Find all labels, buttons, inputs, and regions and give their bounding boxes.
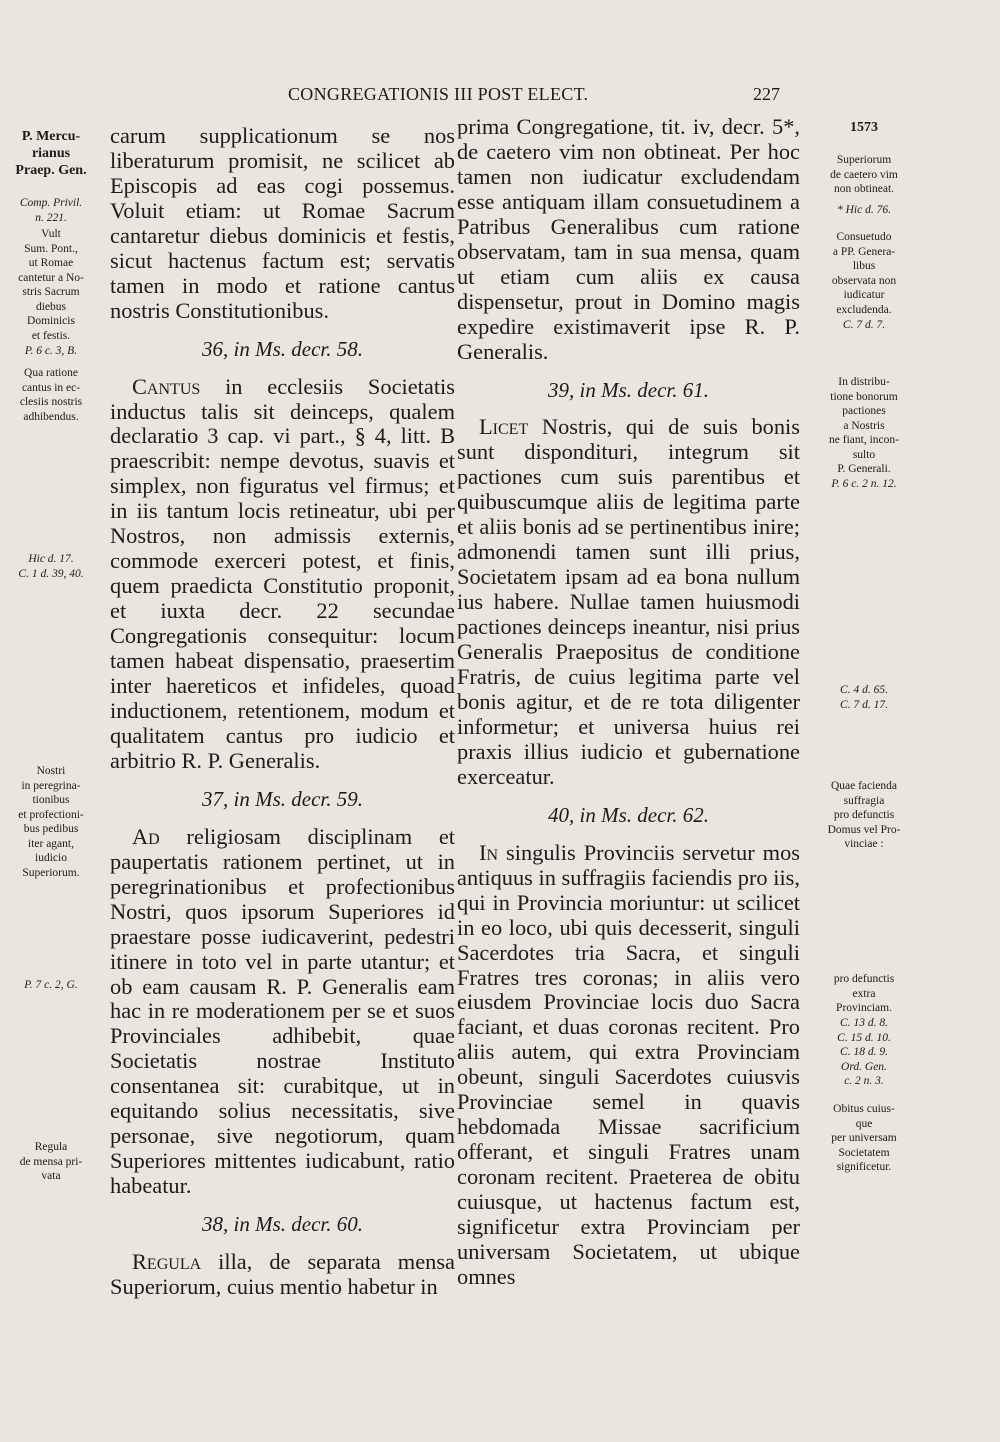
right-text-column (457, 115, 800, 1290)
paragraph-decree-36: Cantus in ecclesiis Societatis inductus talis sit deinceps, qualem declaratio 3 cap. vi part., § 4, litt. B praescribit: nempe devotus, suavis et simplex, non figuratus vel firmus; et in iis tantum locis retineatur, ubi per Nostros, non admissis externis, commode exerceri potest, et finis, quem praedicta Constitutio proponit, et iuxta decr. 22 secundae Congregationis consequitur: locum tamen habeat dispensatio, praesertim inter haereticos et infideles, quoad inductionem, retentionem, modum et qualitatem cantus pro iudicio et arbitrio R. P. Generalis. (110, 373, 455, 773)
margin-note-suffragia: Quae facienda suffragia pro defunctis Domus vel Pro- vinciae : (827, 780, 901, 850)
margin-note-obitus: Obitus cuius- que per universam Societatem significetur. (831, 1103, 897, 1173)
margin-note-extra-provinciam: pro defunctis extra Provinciam. (833, 973, 895, 1014)
decree-heading-38: 38, in Ms. decr. 60. (202, 1212, 363, 1237)
margin-note-consuetudo: Consuetudo a PP. Genera- libus observata non iudicatur excludenda. (831, 231, 897, 316)
margin-note-ref-c13d8: C. 13 d. 8. C. 15 d. 10. C. 18 d. 9. Ord. Gen. c. 2 n. 3. (837, 1017, 891, 1087)
margin-note-superiorum: Superiorum de caetero vim non obtineat. (830, 154, 898, 195)
paragraph-decree-40: In singulis Provinciis servetur mos antiquus in suffragiis faciendis pro iis, qui in Provincia moriuntur: ut scilicet in eo loco, ubi quis decesserit, singuli Sacerdotes tria Sacra, et singuli Fratres tres coronas; in aliis vero eiusdem Provinciae locis duo Sacra faciant, et duas coronas recitent. Pro aliis autem, qui extra Provinciam obeunt, singuli Sacerdotes cuiusvis Provinciae semel in quavis hebdomada Missae sacrificium offerant, et singuli Fratres unam coronam recitent. Praeterea de obitu cuiusque, ut hactenus factum est, significetur extra Provinciam per universam Societatem, ut ubique omnes (457, 839, 800, 1289)
initial-word: Ad (132, 823, 160, 849)
margin-note-year: 1573 (850, 120, 878, 135)
paragraph-decree-38: Regula illa, de separata mensa Superiorum, cuius mentio habetur in (110, 1249, 455, 1299)
decree-heading-40: 40, in Ms. decr. 62. (548, 802, 709, 827)
margin-note-cantus: Qua ratione cantus in ec- clesiis nostris adhibendus. (19, 367, 83, 423)
page-number: 227 (753, 84, 780, 104)
decree-heading-37: 37, in Ms. decr. 59. (202, 786, 363, 811)
left-text-column (110, 124, 455, 1300)
paragraph-decree-39: Licet Nostris, qui de suis bonis sunt dispondituri, integrum sit pactiones cum suis parentibus et quibuscumque aliis de legitima parte et aliis bonis ad se pertinentibus inire; admonendi tamen sunt illi prius, Societatem ipsam ad ea bona nullum ius habere. Nullae tamen huiusmodi pactiones deinceps ineantur, nisi prius Generalis Praepositus de conditione Fratris, de cuius legitima parte vel bonis agitur, et de re tota diligenter informetur; et universa huius rei praxis illius iudicio et gubernatione exerceatur. (457, 414, 800, 789)
initial-word: Licet (479, 414, 529, 440)
initial-word: Cantus (132, 373, 201, 399)
margin-note-author: P. Mercu- rianus Praep. Gen. (15, 129, 87, 178)
margin-note-ref-c4d65: C. 4 d. 65. C. 7 d. 17. (840, 684, 888, 711)
margin-note-ref-p7c2: P. 7 c. 2, G. (24, 979, 78, 991)
running-title: CONGREGATIONIS III POST ELECT. (288, 84, 589, 104)
margin-note-peregrinationibus: Nostri in peregrina- tionibus et profectioni- bus pedibus iter agant, iudicio Superiorum. (18, 765, 84, 879)
margin-note-ref-hic17: Hic d. 17. C. 1 d. 39, 40. (18, 553, 84, 580)
margin-note-ref-hic76: * Hic d. 76. (837, 204, 891, 216)
decree-heading-39: 39, in Ms. decr. 61. (548, 377, 709, 402)
margin-note-distributione: In distribu- tione bonorum pactiones a Nostris ne fiant, incon- sulto P. Generali. (829, 376, 899, 475)
margin-note-sacrum: Vult Sum. Pont., ut Romae cantetur a No- stris Sacrum diebus Dominicis et festis. (18, 228, 84, 342)
decree-heading-36: 36, in Ms. decr. 58. (202, 336, 363, 361)
initial-word: Regula (132, 1249, 202, 1275)
paragraph-decree-37: Ad religiosam disciplinam et paupertatis rationem pertinet, ut in peregrinationibus et profectionibus Nostri, quos ipsorum Superiores id praestare posse iudicaverint, pedestri itinere in toto vel in parte utantur; et ob eam causam R. P. Generalis eam hac in re moderationem per se et suos Provinciales adhibebit, quae Societatis nostrae Instituto consentanea sit: curabitque, ut in equitando solius necessitatis, sive personae, sive negotiorum, quam Superiores mittentes iudicabunt, ratio habeatur. (110, 823, 455, 1199)
margin-note-ref-c7d7: C. 7 d. 7. (842, 319, 886, 331)
paragraph-continuation: carum supplicationum se nos liberaturum promisit, ne scilicet ab Episcopis ad eas cogi possemus. Voluit etiam: ut Romae Sacrum cantaretur diebus dominicis et festis, sicut hactenus factum est; servatis tamen in modo et ratione cantus nostris Constitutionibus. (110, 123, 455, 323)
margin-note-ref-p6c3: P. 6 c. 3, B. (24, 345, 78, 357)
paragraph-continuation: prima Congregatione, tit. iv, decr. 5*, de caetero vim non obtineat. Per hoc tamen non iudicatur excludendam esse antiquam illam consuetudinem a Patribus Generalibus cum ratione observatam, tam in sua mensa, quam ut etiam cum aliis ex causa dispensetur, prout in Domino magis expedire existimaverit ipse R. P. Generalis. (457, 114, 800, 364)
margin-note-regula: Regula de mensa pri- vata (19, 1141, 83, 1182)
page-header (0, 84, 1000, 110)
initial-word: In (479, 839, 499, 865)
margin-note-comp-privil: Comp. Privil. n. 221. (19, 197, 83, 224)
margin-note-ref-p6c2: P. 6 c. 2 n. 12. (831, 478, 897, 490)
